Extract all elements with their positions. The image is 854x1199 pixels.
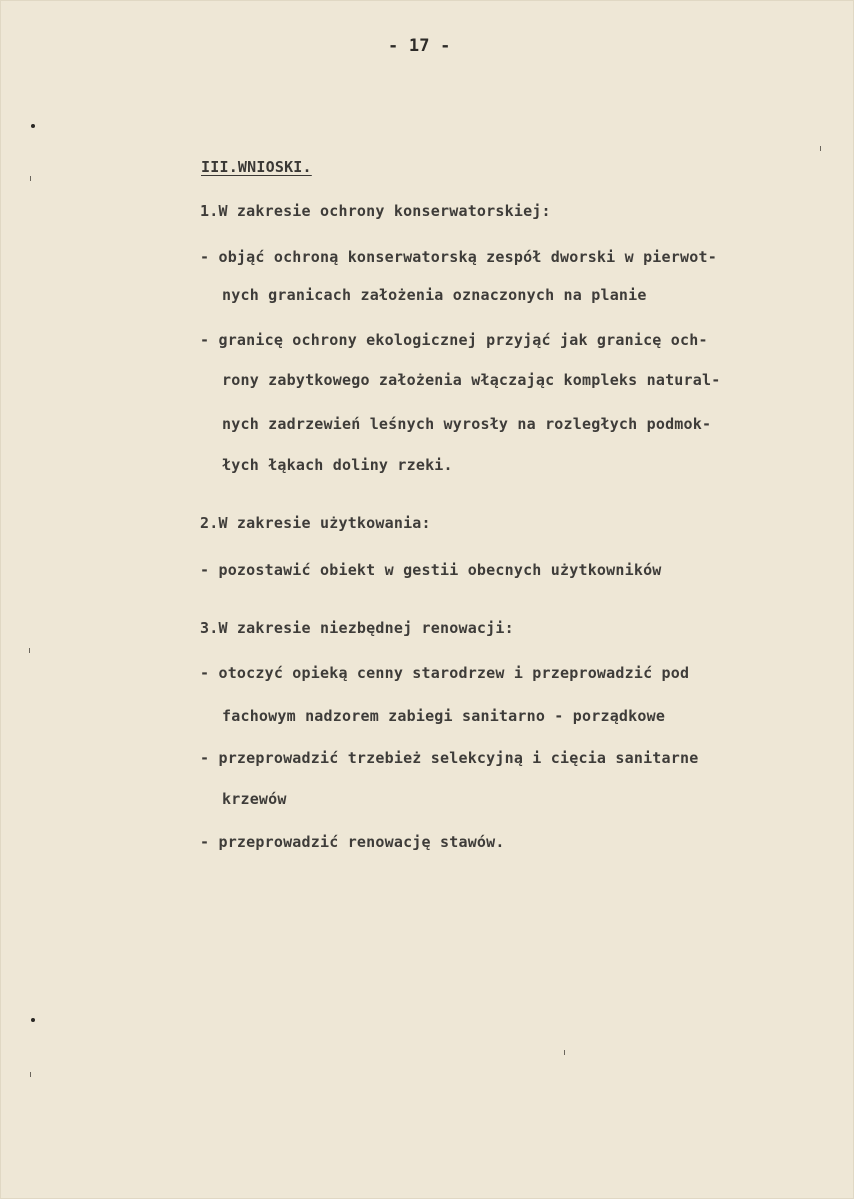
text-line: - otoczyć opieką cenny starodrzew i przeprowadzić pod [200,664,690,682]
page-number: - 17 - [388,36,451,56]
subsection-2-title: 2.W zakresie użytkowania: [200,514,431,532]
subsection-3-title: 3.W zakresie niezbędnej renowacji: [200,619,514,637]
text-line: - objąć ochroną konserwatorską zespół dworski w pierwot- [200,248,717,266]
paper-speck [30,1072,31,1077]
text-line: - granicę ochrony ekologicznej przyjąć jak granicę och- [200,331,708,349]
paper-speck [30,176,31,181]
text-line: fachowym nadzorem zabiegi sanitarno - porządkowe [222,707,666,725]
text-line: krzewów [222,790,287,808]
text-line: - przeprowadzić trzebież selekcyjną i cięcia sanitarne [200,749,699,767]
text-line: nych zadrzewień leśnych wyrosły na rozległych podmok- [222,415,712,433]
paper-speck [564,1050,565,1055]
paper-speck [820,146,821,151]
binder-hole-mark [31,1018,35,1022]
text-line: - przeprowadzić renowację stawów. [200,833,505,851]
paper-speck [29,648,30,653]
subsection-1-title: 1.W zakresie ochrony konserwatorskiej: [200,202,551,220]
text-line: rony zabytkowego założenia włączając kompleks natural- [222,371,721,389]
section-heading: III.WNIOSKI. [201,158,312,176]
binder-hole-mark [31,124,35,128]
text-line: łych łąkach doliny rzeki. [222,456,453,474]
text-line: - pozostawić obiekt w gestii obecnych użytkowników [200,561,662,579]
text-line: nych granicach założenia oznaczonych na planie [222,286,647,304]
